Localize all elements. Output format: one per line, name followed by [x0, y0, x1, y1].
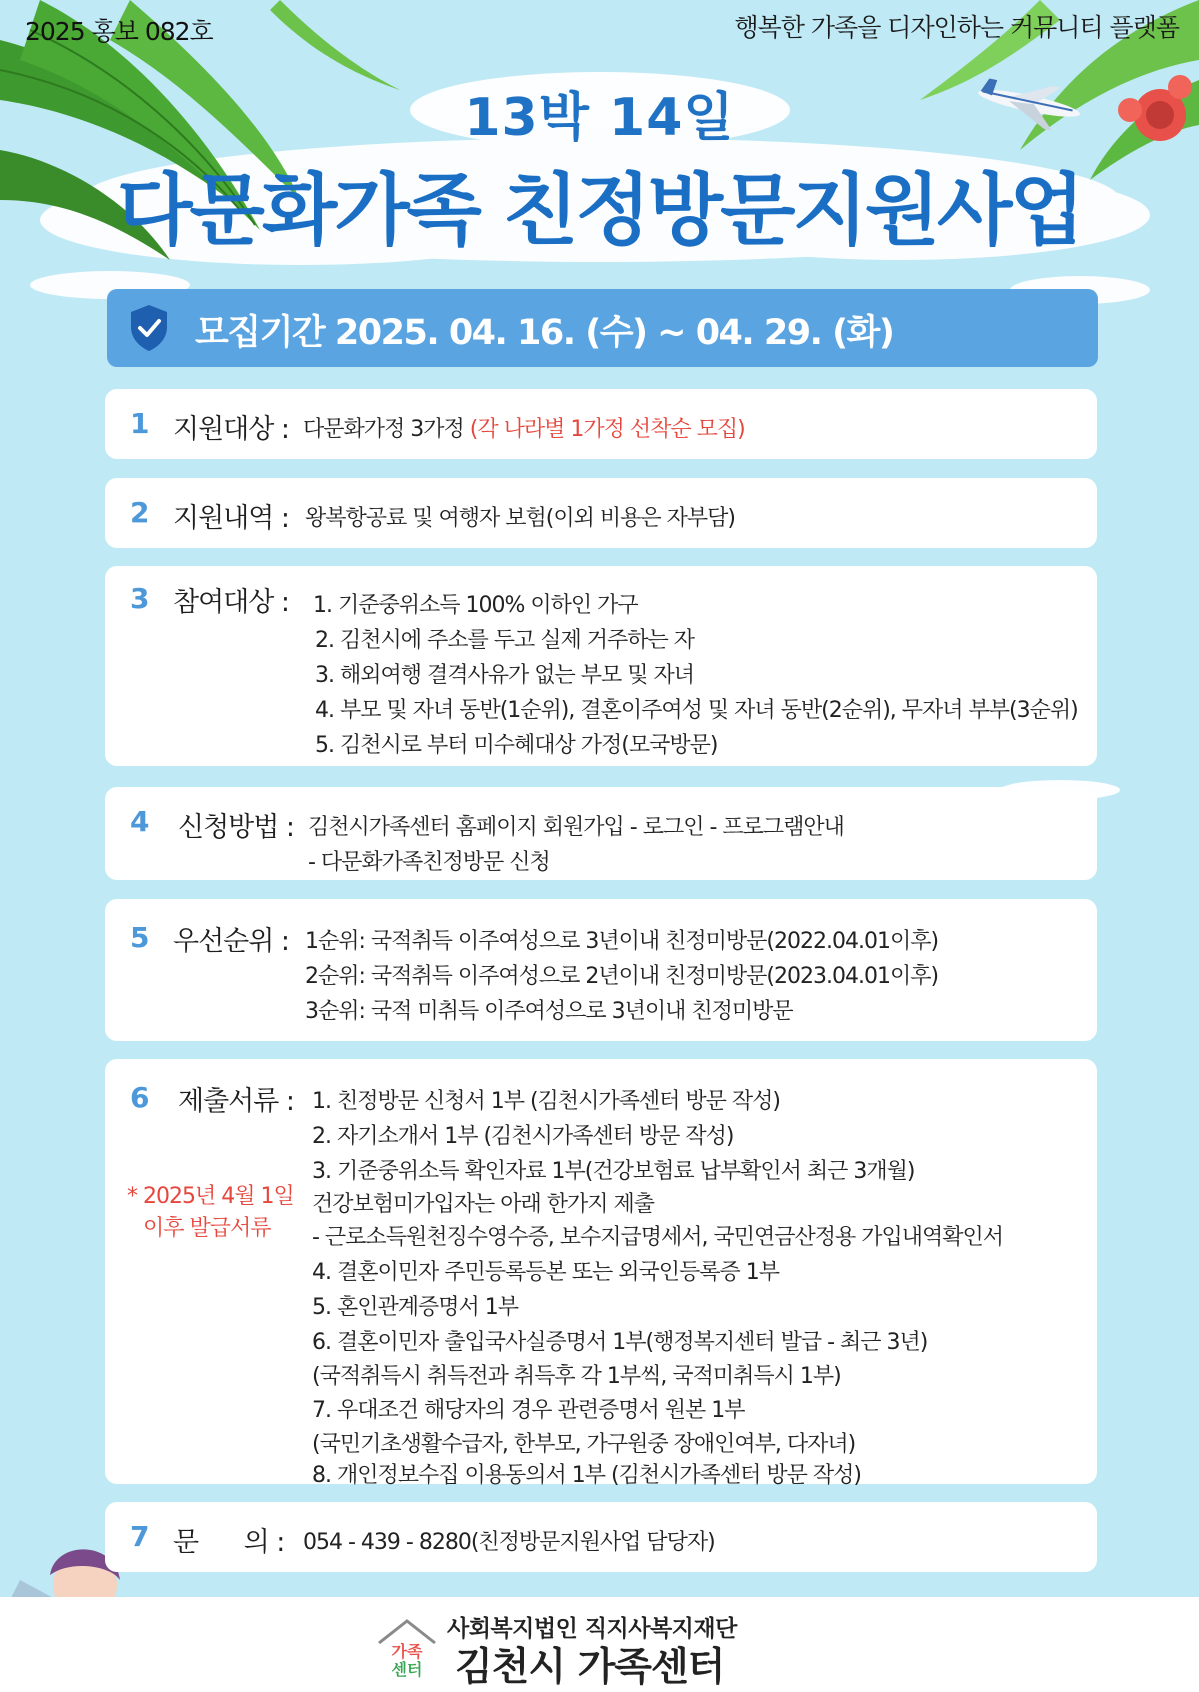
- section-number: 2: [130, 496, 150, 529]
- section-line: 다문화가정 3가정 (각 나라별 1가정 선착순 모집): [303, 417, 745, 442]
- issue-date-note: 이후 발급서류: [143, 1216, 271, 1241]
- list-item: (국민기초생활수급자, 한부모, 가구원중 장애인여부, 다자녀): [312, 1432, 856, 1457]
- section-label: 참여대상 :: [173, 587, 290, 618]
- list-item: 5. 혼인관계증명서 1부: [312, 1295, 518, 1320]
- issue-number: 2025 홍보 082호: [25, 17, 213, 46]
- list-item: 4. 결혼이민자 주민등록등본 또는 외국인등록증 1부: [312, 1260, 779, 1285]
- section-card-5: [105, 899, 1097, 1041]
- page-title: 다문화가족 친정방문지원사업: [117, 166, 1082, 256]
- contact-phone: 054 - 439 - 8280(친정방문지원사업 담당자): [303, 1530, 715, 1555]
- center-name: 김천시 가족센터: [455, 1645, 725, 1690]
- section-label: 문 의 :: [173, 1527, 285, 1558]
- list-item: 2. 김천시에 주소를 두고 실제 거주하는 자: [315, 628, 694, 653]
- list-item: 3. 해외여행 결격사유가 없는 부모 및 자녀: [315, 663, 694, 688]
- section-number: 6: [130, 1081, 150, 1114]
- section-line: - 다문화가족친정방문 신청: [308, 850, 550, 875]
- recruitment-period-banner: [107, 289, 1098, 367]
- list-item: 2순위: 국적취득 이주여성으로 2년이내 친정미방문(2023.04.01이후): [305, 964, 939, 989]
- section-card-2: [105, 478, 1097, 548]
- highlight-note: (각 나라별 1가정 선착순 모집): [469, 417, 745, 442]
- list-item: 6. 결혼이민자 출입국사실증명서 1부(행정복지센터 발급 - 최근 3년): [312, 1330, 928, 1355]
- list-item: 5. 김천시로 부터 미수혜대상 가정(모국방문): [315, 733, 718, 758]
- list-item: 2. 자기소개서 1부 (김천시가족센터 방문 작성): [312, 1124, 734, 1149]
- list-item: 7. 우대조건 해당자의 경우 관련증명서 원본 1부: [312, 1398, 745, 1423]
- section-card-1: [105, 389, 1097, 459]
- shield-check-icon: [127, 303, 171, 353]
- list-item: 1. 친정방문 신청서 1부 (김천시가족센터 방문 작성): [312, 1089, 780, 1114]
- svg-text:센터: 센터: [391, 1660, 423, 1679]
- list-item: (국적취득시 취득전과 취득후 각 1부씩, 국적미취득시 1부): [312, 1364, 841, 1389]
- family-center-logo-icon: [375, 1617, 439, 1679]
- section-line: 왕복항공료 및 여행자 보험(이외 비용은 자부담): [305, 506, 735, 531]
- section-label: 지원대상 :: [173, 414, 290, 445]
- tagline: 행복한 가족을 디자인하는 커뮤니티 플랫폼: [734, 13, 1179, 42]
- section-number: 3: [130, 582, 150, 615]
- section-number: 7: [130, 1520, 150, 1553]
- list-item: 1순위: 국적취득 이주여성으로 3년이내 친정미방문(2022.04.01이후): [305, 929, 939, 954]
- section-card-6: [105, 1059, 1097, 1488]
- recruitment-period-text: 모집기간 2025. 04. 16. (수) ~ 04. 29. (화): [195, 313, 894, 353]
- section-number: 5: [130, 921, 150, 954]
- issue-date-note: * 2025년 4월 1일: [127, 1184, 294, 1209]
- list-item: 4. 부모 및 자녀 동반(1순위), 결혼이주여성 및 자녀 동반(2순위), 무자녀 부부(3순위): [315, 698, 1078, 723]
- section-card-3: [105, 566, 1097, 766]
- list-item: 8. 개인정보수집 이용동의서 1부 (김천시가족센터 방문 작성): [312, 1463, 861, 1488]
- list-item: 3. 기준중위소득 확인자료 1부(건강보험료 납부확인서 최근 3개월): [312, 1159, 915, 1184]
- section-label: 신청방법 :: [178, 812, 295, 843]
- section-number: 1: [130, 407, 150, 440]
- section-line: 김천시가족센터 홈페이지 회원가입 - 로그인 - 프로그램안내: [308, 815, 844, 840]
- svg-text:가족: 가족: [391, 1642, 423, 1661]
- section-card-4: [105, 787, 1097, 880]
- section-label: 지원내역 :: [173, 503, 290, 534]
- foundation-name: 사회복지법인 직지사복지재단: [447, 1616, 737, 1642]
- list-item: 1. 기준중위소득 100% 이하인 가구: [313, 593, 638, 618]
- section-number: 4: [130, 805, 150, 838]
- list-item: - 근로소득원천징수영수증, 보수지급명세서, 국민연금산정용 가입내역확인서: [312, 1225, 1003, 1250]
- section-label: 우선순위 :: [173, 926, 290, 957]
- list-item: 3순위: 국적 미취득 이주여성으로 3년이내 친정미방문: [305, 999, 793, 1024]
- duration-subtitle: 13박 14일: [464, 88, 735, 148]
- section-label: 제출서류 :: [178, 1086, 295, 1117]
- section-card-7: [105, 1502, 1097, 1572]
- list-item: 건강보험미가입자는 아래 한가지 제출: [312, 1192, 655, 1217]
